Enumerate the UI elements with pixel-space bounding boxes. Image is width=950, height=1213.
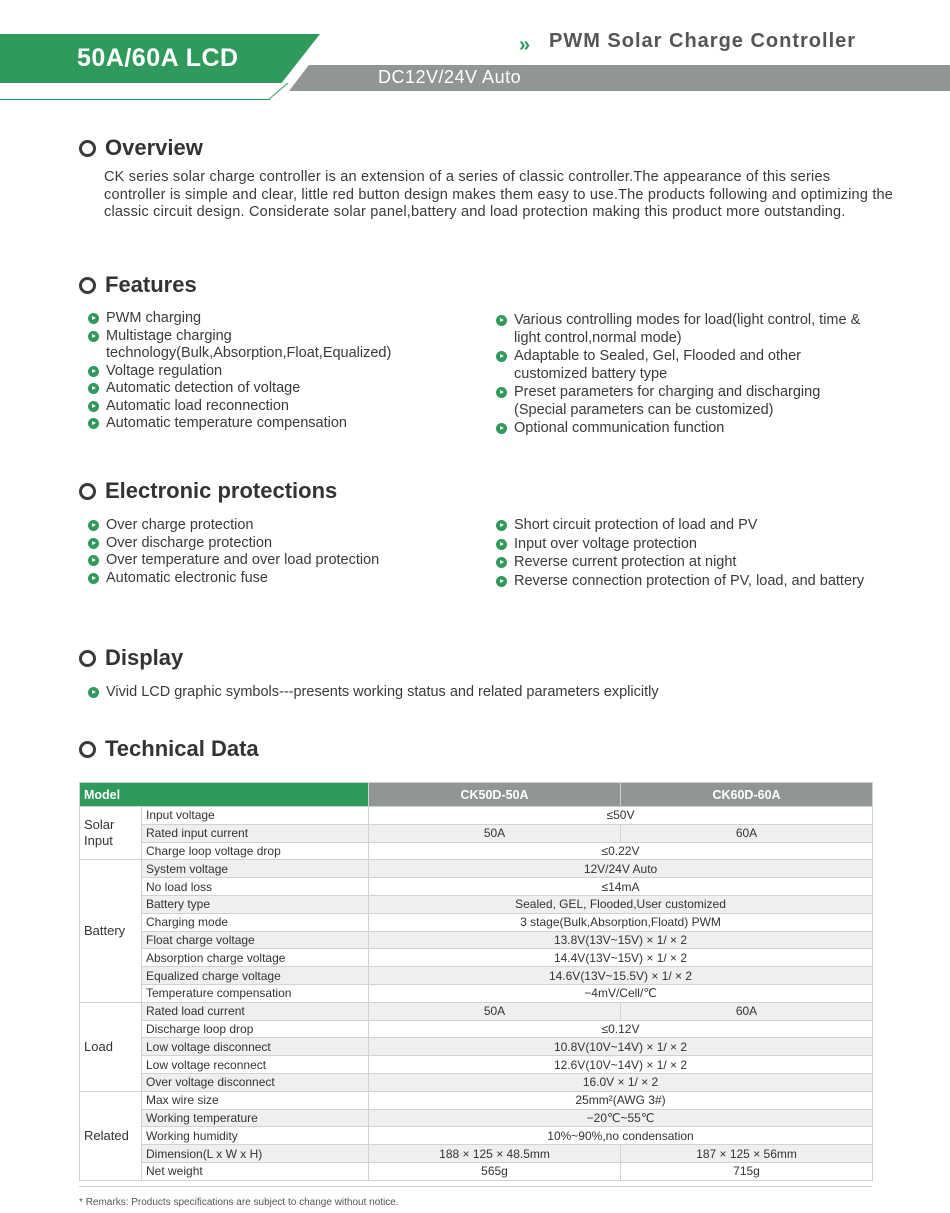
list-item: Reverse current protection at night <box>496 554 886 572</box>
param-value: 3 stage(Bulk,Absorption,Floatd) PWM <box>369 913 873 931</box>
param-value-a: 188 × 125 × 48.5mm <box>369 1145 621 1163</box>
param-name: Over voltage disconnect <box>142 1073 369 1091</box>
param-value: ≤0.22V <box>369 842 873 860</box>
list-item: Automatic load reconnection <box>88 398 448 416</box>
play-bullet-icon <box>496 351 507 362</box>
model-range-title: 50A/60A LCD <box>77 44 239 72</box>
play-bullet-icon <box>88 520 99 531</box>
list-item: Adaptable to Sealed, Gel, Flooded and other customized battery type <box>496 348 876 383</box>
param-value: −20℃~55℃ <box>369 1109 873 1127</box>
play-bullet-icon <box>496 520 507 531</box>
model-column-header: Model <box>80 783 369 807</box>
table-row <box>80 842 873 860</box>
table-header-row <box>80 783 873 807</box>
display-list <box>88 684 868 702</box>
header-underline <box>0 99 270 100</box>
list-item: Over discharge protection <box>88 535 468 553</box>
group-label: Load <box>80 1002 142 1091</box>
param-value-b: 715g <box>621 1162 873 1180</box>
overview-heading <box>79 135 203 161</box>
overview-heading-text: Overview <box>105 135 203 160</box>
remark-divider <box>79 1186 872 1187</box>
table-row <box>80 1109 873 1127</box>
features-list-left <box>88 310 448 433</box>
remark-note <box>79 1197 399 1208</box>
play-bullet-icon <box>88 687 99 698</box>
table-row <box>80 1002 873 1020</box>
list-item: Various controlling modes for load(light control, time & light control,normal mode) <box>496 312 876 347</box>
display-heading <box>79 645 183 671</box>
param-value: 16.0V × 1/ × 2 <box>369 1073 873 1091</box>
features-heading-text: Features <box>105 272 197 297</box>
list-item: Preset parameters for charging and discharging (Special parameters can be customized) <box>496 384 876 419</box>
ring-bullet-icon <box>79 140 96 157</box>
group-label: Battery <box>80 860 142 1002</box>
protections-heading <box>79 478 337 504</box>
play-bullet-icon <box>88 383 99 394</box>
list-item: Over temperature and over load protection <box>88 552 468 570</box>
list-item: Automatic temperature compensation <box>88 415 448 433</box>
param-value: 14.4V(13V~15V) × 1/ × 2 <box>369 949 873 967</box>
list-item: Optional communication function <box>496 420 876 438</box>
list-item: Multistage charging technology(Bulk,Absorption,Float,Equalized) <box>88 328 448 363</box>
technical-heading <box>79 736 259 762</box>
table-row <box>80 807 873 825</box>
protections-heading-text: Electronic protections <box>105 478 338 503</box>
voltage-subtitle: DC12V/24V Auto <box>378 67 522 87</box>
param-value: Sealed, GEL, Flooded,User customized <box>369 895 873 913</box>
table-row <box>80 984 873 1002</box>
play-bullet-icon <box>88 538 99 549</box>
param-name: Float charge voltage <box>142 931 369 949</box>
table-row <box>80 1162 873 1180</box>
param-name: Charge loop voltage drop <box>142 842 369 860</box>
param-value: −4mV/Cell/℃ <box>369 984 873 1002</box>
product-title: PWM Solar Charge Controller <box>549 30 857 52</box>
param-value-a: 565g <box>369 1162 621 1180</box>
param-value: 10%~90%,no condensation <box>369 1127 873 1145</box>
param-name: Max wire size <box>142 1091 369 1109</box>
list-item: Automatic detection of voltage <box>88 380 448 398</box>
protections-list-left <box>88 517 468 587</box>
header-slant-line <box>268 83 288 100</box>
list-item: Over charge protection <box>88 517 468 535</box>
group-label: Solar Input <box>80 807 142 860</box>
param-value: 13.8V(13V~15V) × 1/ × 2 <box>369 931 873 949</box>
param-value: 12.6V(10V~14V) × 1/ × 2 <box>369 1056 873 1074</box>
technical-heading-text: Technical Data <box>105 736 259 761</box>
param-name: No load loss <box>142 878 369 896</box>
list-item: PWM charging <box>88 310 448 328</box>
table-row <box>80 1073 873 1091</box>
table-row <box>80 824 873 842</box>
play-bullet-icon <box>496 423 507 434</box>
features-list-right <box>496 312 876 439</box>
table-row <box>80 913 873 931</box>
list-item: Input over voltage protection <box>496 536 886 554</box>
list-item: Automatic electronic fuse <box>88 570 468 588</box>
param-name: Temperature compensation <box>142 984 369 1002</box>
ring-bullet-icon <box>79 277 96 294</box>
play-bullet-icon <box>496 557 507 568</box>
play-bullet-icon <box>88 418 99 429</box>
list-item: Short circuit protection of load and PV <box>496 517 886 535</box>
table-row <box>80 1145 873 1163</box>
param-value: ≤50V <box>369 807 873 825</box>
table-row <box>80 860 873 878</box>
param-name: Input voltage <box>142 807 369 825</box>
param-name: Low voltage disconnect <box>142 1038 369 1056</box>
table-row <box>80 878 873 896</box>
protections-list-right <box>496 517 886 591</box>
param-value: 10.8V(10V~14V) × 1/ × 2 <box>369 1038 873 1056</box>
param-value: 14.6V(13V~15.5V) × 1/ × 2 <box>369 967 873 985</box>
param-name: Net weight <box>142 1162 369 1180</box>
table-row <box>80 949 873 967</box>
param-name: System voltage <box>142 860 369 878</box>
ring-bullet-icon <box>79 650 96 667</box>
param-value-b: 60A <box>621 1002 873 1020</box>
param-name: Absorption charge voltage <box>142 949 369 967</box>
table-row <box>80 1127 873 1145</box>
model-b-column-header: CK60D-60A <box>621 783 873 807</box>
overview-paragraph: CK series solar charge controller is an extension of a series of classic controller.The appearance of this series controller is simple and clear, little red button design makes them easy to use.The products following and optimizing the classic circuit design. Considerate solar panel,battery and load protection making this product more outstanding. <box>104 169 894 221</box>
param-value: 12V/24V Auto <box>369 860 873 878</box>
display-heading-text: Display <box>105 645 184 670</box>
param-value-b: 187 × 125 × 56mm <box>621 1145 873 1163</box>
features-heading <box>79 272 197 298</box>
play-bullet-icon <box>88 401 99 412</box>
table-row <box>80 895 873 913</box>
remark-text: Remarks: Products specifications are subject to change without notice. <box>85 1197 399 1208</box>
play-bullet-icon <box>496 315 507 326</box>
list-item: Reverse connection protection of PV, load, and battery <box>496 573 886 591</box>
param-name: Rated input current <box>142 824 369 842</box>
param-value: ≤0.12V <box>369 1020 873 1038</box>
param-value-a: 50A <box>369 824 621 842</box>
table-row <box>80 1056 873 1074</box>
play-bullet-icon <box>496 539 507 550</box>
list-item: Voltage regulation <box>88 363 448 381</box>
param-name: Equalized charge voltage <box>142 967 369 985</box>
play-bullet-icon <box>88 313 99 324</box>
param-value: ≤14mA <box>369 878 873 896</box>
play-bullet-icon <box>496 387 507 398</box>
table-row <box>80 1038 873 1056</box>
model-a-column-header: CK50D-50A <box>369 783 621 807</box>
play-bullet-icon <box>496 576 507 587</box>
play-bullet-icon <box>88 331 99 342</box>
technical-data-table <box>79 782 873 1181</box>
table-row <box>80 1020 873 1038</box>
param-value: 25mm²(AWG 3#) <box>369 1091 873 1109</box>
param-name: Working humidity <box>142 1127 369 1145</box>
param-name: Discharge loop drop <box>142 1020 369 1038</box>
play-bullet-icon <box>88 555 99 566</box>
play-bullet-icon <box>88 366 99 377</box>
param-name: Low voltage reconnect <box>142 1056 369 1074</box>
param-name: Rated load current <box>142 1002 369 1020</box>
param-value-b: 60A <box>621 824 873 842</box>
param-name: Working temperature <box>142 1109 369 1127</box>
param-value-a: 50A <box>369 1002 621 1020</box>
table-row <box>80 967 873 985</box>
ring-bullet-icon <box>79 741 96 758</box>
asterisk-mark: * <box>79 1197 83 1208</box>
param-name: Charging mode <box>142 913 369 931</box>
list-item: Vivid LCD graphic symbols---presents working status and related parameters explicitly <box>88 684 868 702</box>
param-name: Battery type <box>142 895 369 913</box>
param-name: Dimension(L x W x H) <box>142 1145 369 1163</box>
double-chevron-icon: » <box>519 34 531 56</box>
table-row <box>80 931 873 949</box>
table-row <box>80 1091 873 1109</box>
play-bullet-icon <box>88 573 99 584</box>
ring-bullet-icon <box>79 483 96 500</box>
group-label: Related <box>80 1091 142 1180</box>
